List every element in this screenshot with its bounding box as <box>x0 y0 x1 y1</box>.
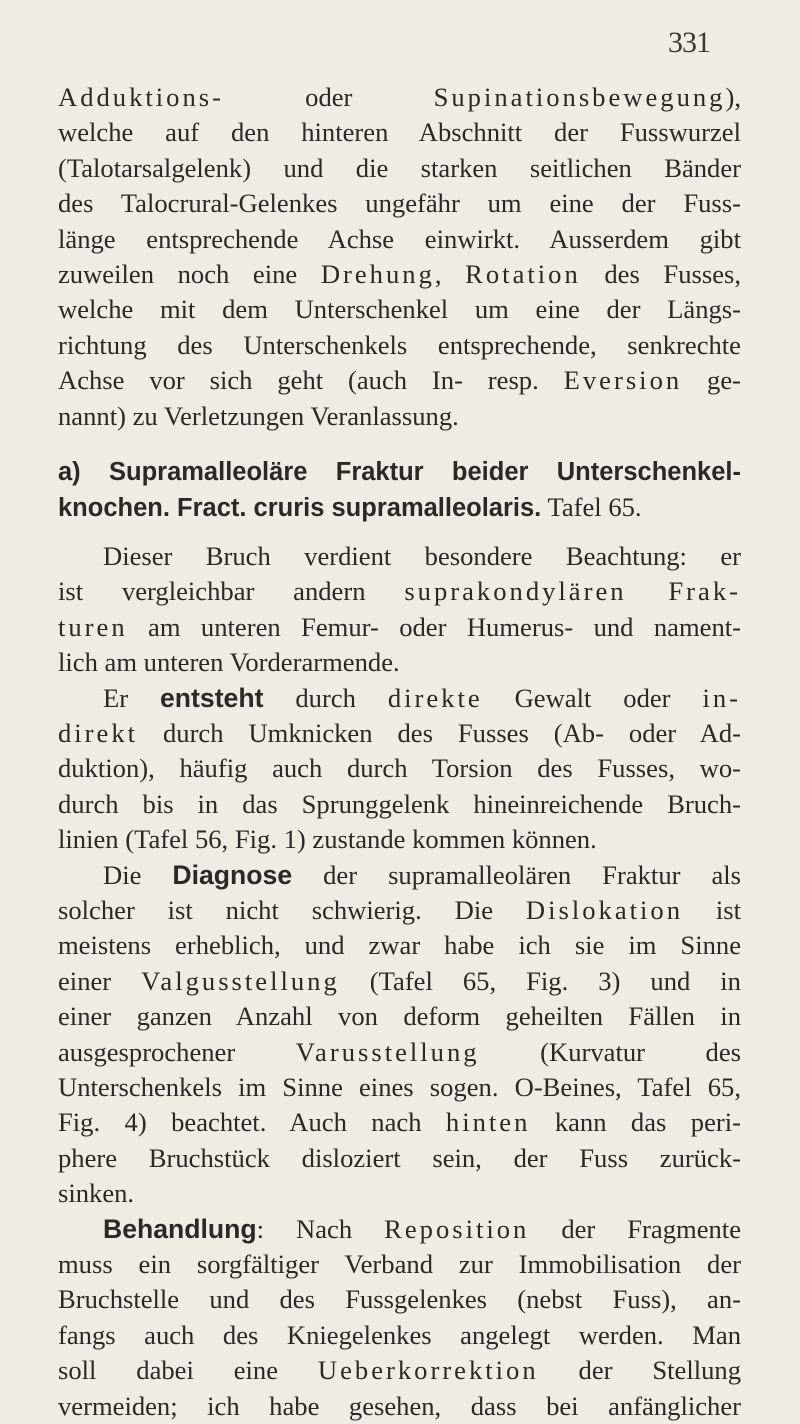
spaced-term: Supinationsbewegung <box>433 82 726 112</box>
text-line: (Talotarsalgelenk) und die starken seitlichen Bänder <box>58 152 741 183</box>
text-segment: der supramalleolären Fraktur als <box>292 859 742 890</box>
body-text <box>58 80 741 1424</box>
text-segment: einer <box>58 965 142 996</box>
spaced-term: Reposition <box>384 1213 530 1244</box>
text-line <box>58 681 741 716</box>
text-line: lich am unteren Vorderarmende. <box>58 647 400 678</box>
text-segment: am unteren Femur- oder Humerus- und nament- <box>127 611 741 642</box>
text-line: duktion), häufig auch durch Torsion des Fusses, wo- <box>58 753 741 784</box>
text-line: länge entsprechende Achse einwirkt. Ausserdem gibt <box>58 223 741 254</box>
text-segment: ausgesprochener <box>58 1036 296 1067</box>
text-line: einer ganzen Anzahl von deform geheilten Fällen in <box>58 1001 741 1032</box>
text-line <box>58 574 741 609</box>
text-line: durch bis in das Sprunggelenk hineinreichende Bruch- <box>58 788 741 819</box>
text-line <box>58 1212 741 1247</box>
text-segment: ge- <box>682 365 741 396</box>
text-line: des Talocrural-Gelenkes ungefähr um eine der Fuss- <box>58 188 741 219</box>
bold-term: entsteht <box>160 682 264 713</box>
text-line: vermeiden; ich habe gesehen, dass bei anfänglicher <box>58 1390 741 1421</box>
spaced-term: Varusstellung <box>295 1036 480 1067</box>
text-line <box>58 1035 741 1070</box>
text-segment: kann das peri- <box>530 1107 741 1138</box>
bold-term: Behandlung <box>103 1213 257 1244</box>
text-segment: (Tafel 65, Fig. 3) und in <box>339 965 741 996</box>
spaced-term: Rotation <box>465 259 581 290</box>
text-segment: soll dabei eine <box>58 1355 318 1386</box>
spaced-term: hinten <box>445 1107 531 1138</box>
spaced-term: turen <box>58 611 128 642</box>
spaced-term: Valgusstellung <box>141 965 340 996</box>
text-line: welche auf den hinteren Abschnitt der Fusswurzel <box>58 117 741 148</box>
text-line: welche mit dem Unterschenkel um eine der Längs- <box>58 294 741 325</box>
text-segment: durch <box>263 682 388 713</box>
text-segment: ist vergleichbar andern <box>58 576 405 607</box>
text-line <box>58 893 741 928</box>
heading-text: knochen. Fract. cruris supramalleolaris. <box>58 494 542 523</box>
section-heading <box>58 490 741 526</box>
text-segment: : Nach <box>256 1213 385 1244</box>
section-heading <box>58 454 741 490</box>
text-segment: ist <box>683 894 741 925</box>
text-line: Dieser Bruch verdient besondere Beachtung: er <box>103 540 741 571</box>
text-line <box>58 858 741 893</box>
plate-reference: Tafel 65. <box>541 492 642 523</box>
text-segment: zuweilen noch eine <box>58 259 321 290</box>
text-line <box>58 257 741 292</box>
spaced-term: Adduktions- <box>58 82 224 112</box>
spaced-term: suprakondylären Frak- <box>404 576 741 607</box>
text-line: Unterschenkels im Sinne eines sogen. O-Beines, Tafel 65, <box>58 1071 741 1102</box>
bold-term: Diagnose <box>172 859 293 890</box>
text-line <box>58 1353 741 1388</box>
text-segment: der Stellung <box>538 1355 741 1386</box>
spaced-term: Ueberkorrektion <box>317 1355 539 1386</box>
text-line: phere Bruchstück disloziert sein, der Fuss zurück- <box>58 1142 741 1173</box>
text-segment: oder <box>223 82 434 112</box>
page-number: 331 <box>668 26 710 59</box>
text-line: meistens erheblich, und zwar habe ich sie im Sinne <box>58 930 741 961</box>
text-line: Bruchstelle und des Fussgelenkes (nebst Fuss), an- <box>58 1284 741 1315</box>
spaced-term: direkt <box>58 717 139 748</box>
text-line <box>58 1105 741 1140</box>
spaced-term: in- <box>702 682 741 713</box>
text-line: nannt) zu Verletzungen Veranlassung. <box>58 400 459 431</box>
text-line: richtung des Unterschenkels entsprechende, senkrechte <box>58 329 741 360</box>
text-line <box>58 610 741 645</box>
text-line <box>58 716 741 751</box>
text-line <box>58 964 741 999</box>
text-segment: des Fusses, <box>580 259 742 290</box>
text-line: muss ein sorgfältiger Verband zur Immobilisation der <box>58 1249 741 1279</box>
text-segment: Fig. 4) beachtet. Auch nach <box>58 1107 446 1138</box>
heading-text: a) Supramalleoläre Fraktur beider Unterschenkel- <box>58 458 741 487</box>
text-segment: ), <box>725 82 741 112</box>
text-segment: durch Umknicken des Fusses (Ab- oder Ad- <box>138 717 741 748</box>
text-line: fangs auch des Kniegelenkes angelegt werden. Man <box>58 1319 741 1350</box>
text-segment: solcher ist nicht schwierig. Die <box>58 894 526 925</box>
text-line: sinken. <box>58 1178 135 1209</box>
spaced-term: Dislokation <box>525 894 683 925</box>
text-segment: , <box>434 259 466 290</box>
text-segment: Die <box>103 859 173 890</box>
text-segment: Gewalt oder <box>482 682 703 713</box>
spaced-term: Eversion <box>563 365 683 396</box>
text-line <box>58 80 741 115</box>
spaced-term: direkte <box>387 682 483 713</box>
text-segment: Achse vor sich geht (auch In- resp. <box>58 365 564 396</box>
spaced-term: Drehung <box>320 259 435 290</box>
text-segment: Er <box>103 682 161 713</box>
text-segment: der Fragmente <box>529 1213 741 1244</box>
text-line <box>58 363 741 398</box>
text-segment: (Kurvatur des <box>479 1036 741 1067</box>
text-line: linien (Tafel 56, Fig. 1) zustande kommen können. <box>58 824 597 855</box>
